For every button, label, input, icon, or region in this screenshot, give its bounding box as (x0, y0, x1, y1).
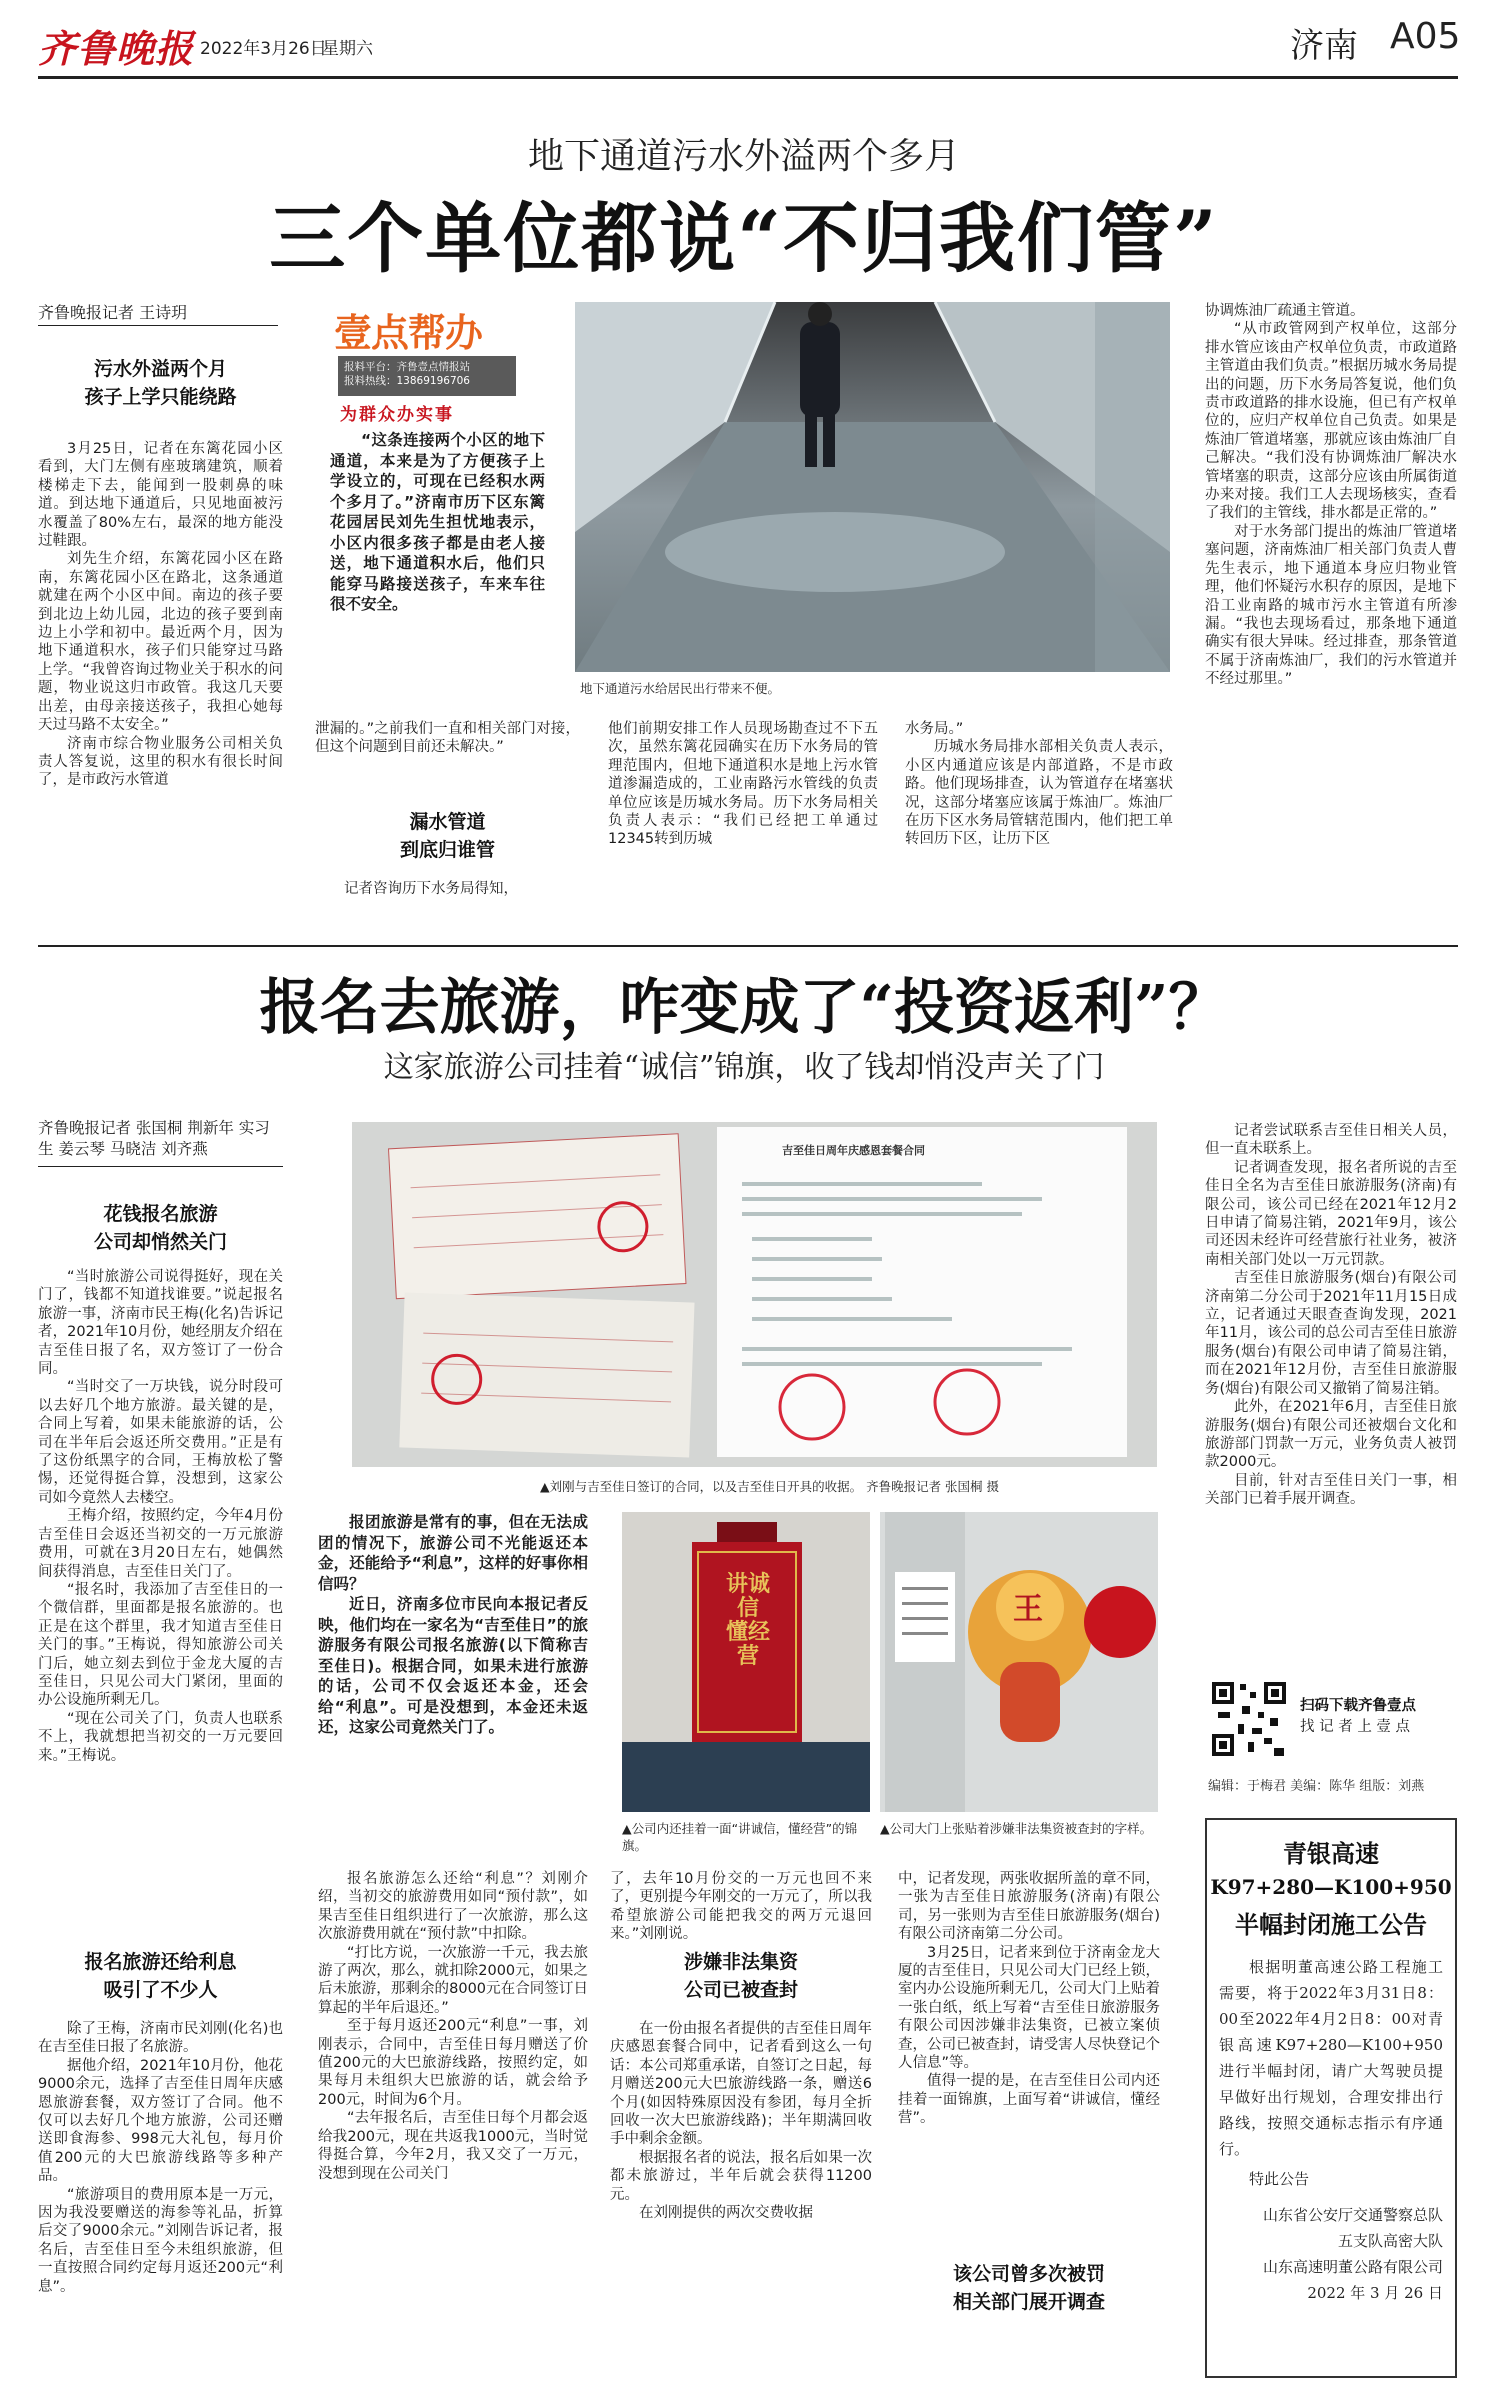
story2-byline: 齐鲁晚报记者 张国桐 荆新年 实习生 姜云琴 马晓洁 刘齐燕 (38, 1119, 270, 1158)
story1-column-6 (1205, 302, 1457, 689)
subhead-line: 涉嫌非法集资 (683, 1951, 798, 1973)
help-badge-hotline: 报料热线：13869196706 (344, 375, 470, 387)
subhead-line: 公司已被查封 (683, 1979, 798, 2001)
story2-lead (318, 1512, 588, 1738)
story2-column-5 (898, 1870, 1160, 2128)
story1-byline: 齐鲁晚报记者 王诗玥 (38, 303, 188, 322)
subhead-line: 报名旅游还给利息 (84, 1951, 237, 1973)
masthead (0, 0, 1488, 80)
help-badge (330, 300, 560, 425)
banner-text: 讲诚信 懂经营 (725, 1571, 770, 1669)
traffic-notice (1205, 1818, 1457, 2378)
story2-column-1 (38, 1268, 283, 1765)
paragraph: “去年报名后，吉至佳日每个月都会返给我200元，现在共返我1000元，当时觉得挺合算，今年2月，我又交了一万元，没想到现在公司关门 (318, 2110, 588, 2182)
banner-photo-caption: ▲公司内还挂着一面“讲诚信，懂经营”的锦旗。 (622, 1821, 858, 1853)
paragraph: “打比方说，一次旅游一千元，我去旅游了两次，那么，就扣除2000元，如果之后未旅游，那剩余的8000元在合同签订日算起的半年后退还。” (318, 1944, 588, 2016)
paragraph: 历城水务局排水部相关负责人表示，小区内通道应该是内部道路，不是市政路。他们现场排查，认为管道存在堵塞状况，这部分堵塞应该属于炼油厂。炼油厂在历下区水务局管辖范围内，他们把工单转回历下区，让历下区 (905, 739, 1173, 848)
paragraph: 了，去年10月份交的一万元也回不来了，更别提今年刚交的一万元了，所以我希望旅游公司能把我交的两万元退回来。”刘刚说。 (610, 1871, 872, 1943)
story1-subhead-2 (315, 808, 580, 864)
story1-headline: 三个单位都说“不归我们管” (269, 194, 1219, 283)
paragraph: “现在公司关了门，负责人也联系不上，我就想把当初交的一万元要回来。”王梅说。 (38, 1710, 283, 1764)
page-number: A05 (1390, 16, 1461, 57)
contract-document-title: 吉至佳日周年庆感恩套餐合同 (782, 1144, 925, 1157)
paragraph: “旅游项目的费用原本是一万元，因为我没要赠送的海参等礼品，折算后交了9000余元。”刘刚告诉记者，报名后，吉至佳日至今未组织旅游，但一直按照合同约定每月返还200元“利息”。 (38, 2186, 283, 2295)
paragraph: 3月25日，记者来到位于济南金龙大厦的吉至佳日，只见公司大门已经上锁，室内办公设施所剩无几，公司大门上贴着一张白纸，纸上写着“吉至佳日旅游服务有限公司因涉嫌非法集资，已被立案侦查，公司已被查封，请受害人尽快登记个人信息”等。 (898, 1944, 1160, 2072)
door-photo-image (880, 1512, 1158, 1812)
section-name: 济南 (1290, 26, 1358, 66)
paragraph: 除了王梅，济南市民刘刚(化名)也在吉至佳日报了名旅游。 (38, 2021, 283, 2056)
paragraph: 在刘刚提供的两次交费收据 (639, 2205, 813, 2222)
paragraph: 至于每月返还200元“利息”一事，刘刚表示，合同中，吉至佳日每月赠送了价值200元的大巴旅游线路，按照约定，如果每月未组织大巴旅游的话，就会给予200元，时间为6个月。 (318, 2018, 588, 2108)
story2-deck: 这家旅游公司挂着“诚信”锦旗，收了钱却悄没声关了门 (383, 1050, 1105, 1085)
paragraph: “当时旅游公司说得挺好，现在关门了，钱都不知道找谁要。”说起报名旅游一事，济南市民王梅(化名)告诉记者，2021年10月份，她经朋友介绍在吉至佳日报了名，双方签订了一份合同。 (38, 1269, 283, 1378)
subhead-line: 漏水管道 (409, 811, 486, 833)
story1-column-3b (315, 880, 580, 898)
paragraph: 他们前期安排工作人员现场勘查过不下五次，虽然东篱花园确实在历下水务局的管理范围内，但地下通道积水是地上污水管道渗漏造成的，工业南路污水管线的负责单位应该是历城水务局。历下水务局相关负责人表示：“我们已经把工单通过12345转到历城 (608, 721, 878, 848)
story1-column-4 (608, 720, 878, 849)
banner-photo (622, 1512, 870, 1812)
help-badge-platform: 报料平台：齐鲁壹点情报站 (344, 361, 470, 373)
subhead-line: 花钱报名旅游 (103, 1203, 218, 1225)
contract-photo-caption: ▲刘刚与吉至佳日签订的合同，以及吉至佳日开具的收据。 齐鲁晚报记者 张国桐 摄 (540, 1479, 1000, 1494)
notice-signer: 山东高速明董公路有限公司 (1262, 2258, 1443, 2276)
underpass-photo-caption: 地下通道污水给居民出行带来不便。 (580, 681, 781, 696)
story2-column-3 (318, 1870, 588, 2183)
story1-subhead-1 (38, 355, 283, 411)
subhead-line: 到底归谁管 (399, 839, 495, 861)
byline-rule (38, 325, 278, 326)
paragraph: 据他介绍，2021年10月份，他花9000余元，选择了吉至佳日周年庆感恩旅游套餐，双方签订了合同。他不仅可以去好几个地方旅游，公司还赠送即食海参、998元大礼包，每月价值200元的大巴旅游线路等多种产品。 (38, 2057, 283, 2185)
notice-date: 2022 年 3 月 26 日 (1307, 2284, 1443, 2302)
story1-column-5 (905, 720, 1173, 849)
subhead-line: 吸引了不少人 (103, 1979, 218, 2001)
story2-subhead-4 (898, 2260, 1160, 2316)
lead-paragraph: 报团旅游是常有的事，但在无法成团的情况下，旅游公司不光能返还本金，还能给予“利息”，这样的好事你相信吗？ (318, 1513, 588, 1593)
story2-column-4 (610, 1870, 872, 1944)
qr-text-line: 扫码下载齐鲁壹点 (1300, 1698, 1416, 1714)
notice-special: 特此公告 (1249, 2170, 1310, 2188)
notice-title-3: 半幅封闭施工公告 (1235, 1910, 1427, 1939)
underpass-photo-image (575, 302, 1170, 672)
notice-title-1: 青银高速 (1283, 1839, 1379, 1868)
paragraph: 刘先生介绍，东篱花园小区在路南，东篱花园小区在路北，这条通道就建在两个小区中间。南边的孩子要到北边上幼儿园，北边的孩子要到南边上小学和初中。最近两个月，因为地下通道积水，孩子们只能穿过马路上学。“我曾咨询过物业关于积水的问题，物业说这归市政管。我这几天要出差，由母亲接送孩子，我担心她每天过马路不太安全。” (38, 551, 283, 734)
paragraph: 此外，在2021年6月，吉至佳日旅游服务(烟台)有限公司还被烟台文化和旅游部门罚款一万元，业务负责人被罚款2000元。 (1205, 1399, 1457, 1471)
door-photo-caption: ▲公司大门上张贴着涉嫌非法集资被查封的字样。 (880, 1821, 1153, 1836)
story2-headline: 报名去旅游，咋变成了“投资返利”？ (259, 973, 1229, 1043)
issue-weekday: 星期六 (322, 39, 373, 59)
paragraph: “当时交了一万块钱，说分时段可以去好几个地方旅游。最关键的是，合同上写着，如果未能旅游的话，公司在半年后会返还所交费用。”正是有了这份纸黑字的合同，王梅放松了警惕，还觉得挺合算，没想到，这家公司如今竟然人去楼空。 (38, 1379, 283, 1506)
subhead-line: 孩子上学只能绕路 (84, 386, 237, 408)
story2-subhead-3 (610, 1948, 872, 2004)
paragraph: 泄漏的。”之前我们一直和相关部门对接，但这个问题到目前还未解决。” (315, 721, 580, 756)
story2-column-6 (1205, 1122, 1457, 1509)
paragraph: 水务局。” (905, 721, 964, 737)
subhead-line: 污水外溢两个月 (93, 358, 227, 380)
subhead-line: 该公司曾多次被罚 (952, 2263, 1105, 2285)
notice-title-2: K97+280—K100+950 (1210, 1875, 1452, 1899)
masthead-rule (38, 76, 1458, 79)
lead-paragraph: 近日，济南多位市民向本报记者反映，他们均在一家名为“吉至佳日”的旅游服务有限公司报名旅游(以下简称吉至佳日)。根据合同，如果未进行旅游的话，公司不仅会返还本金，还会给“利息”。可是没想到，本金还未返还，这家公司竟然关门了。 (318, 1595, 588, 1736)
door-photo (880, 1512, 1158, 1812)
mascot-glyph: 王 (1013, 1592, 1043, 1627)
paragraph: 在一份由报名者提供的吉至佳日周年庆感恩套餐合同中，记者看到这么一句话：本公司郑重承诺，自签订之日起，每月赠送200元大巴旅游线路一条，赠送6个月(如因特殊原因没有参团，每月全折回收一次大巴旅游线路)；半年期满回收手中剩余金额。 (610, 2021, 872, 2148)
qr-text-line: 找 记 者 上 壹 点 (1300, 1719, 1411, 1735)
byline-rule (38, 1166, 283, 1167)
story2-subhead-1 (38, 1200, 283, 1256)
story2-column-4b (610, 2020, 872, 2222)
paragraph: “报名时，我添加了吉至佳日的一个微信群，里面都是报名旅游的。也正是在这个群里，我才知道吉至佳日关门的事。”王梅说，得知旅游公司关门后，她立刻去到位于金龙大厦的吉至佳日，只见公司大门紧闭，里面的办公设施所剩无几。 (38, 1581, 283, 1709)
notice-signers (1219, 2202, 1443, 2306)
paragraph: 根据报名者的说法，报名后如果一次都未旅游过，半年后就会获得11200元。 (610, 2149, 872, 2203)
help-badge-brand: 壹点帮办 (334, 311, 483, 355)
subhead-line: 相关部门展开调查 (952, 2291, 1105, 2313)
story2-column-1b (38, 2020, 283, 2296)
story-divider (38, 945, 1458, 947)
paragraph: 王梅介绍，按照约定，今年4月份吉至佳日会返还当初交的一万元旅游费用，可就在3月20日左右，她偶然间获得消息，吉至佳日关门了。 (38, 1508, 283, 1580)
paragraph: 目前，针对吉至佳日关门一事，相关部门已着手展开调查。 (1205, 1472, 1457, 1508)
paragraph: 记者咨询历下水务局得知， (344, 881, 518, 897)
help-badge-slogan: 为群众办实事 (340, 405, 454, 425)
story2-subhead-2 (38, 1948, 283, 2004)
paragraph: 济南市综合物业服务公司相关负责人答复说，这里的积水有很长时间了，是市政污水管道 (38, 735, 283, 789)
story1-lead (330, 430, 545, 615)
qr-text (1300, 1696, 1460, 1738)
qr-code-icon (1208, 1678, 1290, 1760)
help-badge-info (338, 356, 516, 396)
paragraph: 吉至佳日旅游服务(烟台)有限公司济南第二分公司于2021年11月15日成立，记者通过天眼查查询发现，2021年11月，该公司的总公司吉至佳日旅游服务(烟台)有限公司申请了简易注销，而在2021年12月份，吉至佳日旅游服务(烟台)有限公司又撤销了简易注销。 (1205, 1270, 1457, 1397)
paragraph: 报名旅游怎么还给“利息”？刘刚介绍，当初交的旅游费用如同“预付款”，如果吉至佳日组织进行了一次旅游，那么这次旅游费用就在“预付款”中扣除。 (318, 1871, 588, 1943)
paragraph: 协调炼油厂疏通主管道。 (1205, 303, 1365, 319)
paragraph: 记者尝试联系吉至佳日相关人员，但一直未联系上。 (1205, 1123, 1457, 1158)
notice-signer: 五支队高密大队 (1337, 2232, 1443, 2250)
subhead-line: 公司却悄然关门 (93, 1231, 227, 1253)
lead-paragraph: “这条连接两个小区的地下通道，本来是为了方便孩子上学设立的，可现在已经积水两个多月了。”济南市历下区东篱花园居民刘先生担忧地表示，小区内很多孩子都是由老人接送，地下通道积水后，他们只能穿马路接送孩子，车来车往很不安全。 (330, 431, 545, 613)
paragraph: 记者调查发现，报名者所说的吉至佳日全名为吉至佳日旅游服务(济南)有限公司，该公司已经在2021年12月2日申请了简易注销，2021年9月，该公司还因未经许可经营旅行社业务，被济南相关部门处以一万元罚款。 (1205, 1159, 1457, 1268)
paragraph: 3月25日，记者在东篱花园小区看到，大门左侧有座玻璃建筑，顺着楼梯走下去，能闻到一股刺鼻的味道。到达地下通道后，只见地面被污水覆盖了80%左右，最深的地方能没过鞋跟。 (38, 441, 283, 550)
newspaper-logo: 齐鲁晚报 (38, 26, 195, 71)
paragraph: 对于水务部门提出的炼油厂管道堵塞问题，济南炼油厂相关部门负责人曹先生表示，地下通道本身应归物业管理，他们怀疑污水积存的原因，是地下沿工业南路的城市污水主管道有所渗漏。“我也去现场看过，那条地下通道确实有很大异味。经过排查，那条管道不属于济南炼油厂，我们的污水管道并不经过那里。” (1205, 523, 1457, 688)
underpass-photo (575, 302, 1170, 672)
qr-code[interactable] (1208, 1678, 1290, 1760)
contract-photo (352, 1122, 1157, 1467)
notice-signer: 山东省公安厅交通警察总队 (1262, 2206, 1443, 2224)
story1-column-3 (315, 720, 580, 757)
story1-kicker: 地下通道污水外溢两个多月 (527, 136, 960, 177)
paragraph: “从市政管网到产权单位，这部分排水管应该由产权单位负责，市政道路主管道由我们负责。”根据历城水务局提出的问题，历下水务局答复说，他们负责市政道路的排水设施，但已有产权单位的，应归产权单位自己负责。如果是炼油厂管道堵塞，那就应该由炼油厂自己解决。“我们没有协调炼油厂解决水管堵塞的职责，这部分应该由所属街道办来对接。我们工人去现场核实，查看了我们的主管线，排水都是正常的。” (1205, 321, 1457, 522)
contract-photo-image (352, 1122, 1157, 1467)
paragraph: 中，记者发现，两张收据所盖的章不同，一张为吉至佳日旅游服务(济南)有限公司，另一张则为吉至佳日旅游服务(烟台)有限公司济南第二分公司。 (898, 1871, 1160, 1943)
editor-credits: 编辑：于梅君 美编：陈华 组版：刘燕 (1208, 1779, 1425, 1794)
story1-column-1 (38, 440, 283, 790)
notice-body: 根据明董高速公路工程施工需要，将于2022年3月31日8：00至2022年4月2日8：00对青银高速K97+280—K100+950进行半幅封闭，请广大驾驶员提早做好出行规划，合理安排出行路线，按照交通标志指示有序通行。 (1219, 1958, 1443, 2158)
paragraph: 值得一提的是，在吉至佳日公司内还挂着一面锦旗，上面写着“讲诚信，懂经营”。 (898, 2073, 1160, 2127)
issue-date: 2022年3月26日 (200, 39, 327, 59)
